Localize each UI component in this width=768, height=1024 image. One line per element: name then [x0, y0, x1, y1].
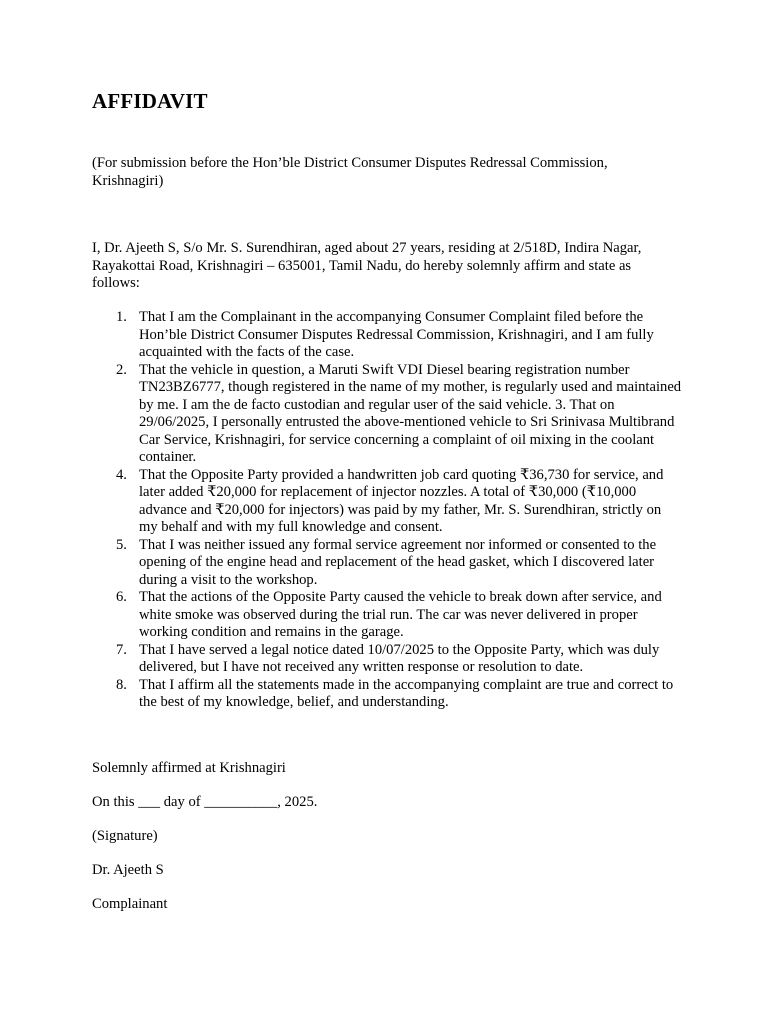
statement-number: 6.	[116, 589, 127, 605]
statement-item	[92, 362, 682, 467]
statement-text: That I was neither issued any formal service agreement nor informed or consented to the opening of the engine head and replacement of the head gasket, which I discovered later during a visit to the workshop.	[139, 536, 657, 588]
statement-item	[92, 537, 682, 590]
statement-number: 4.	[116, 466, 127, 483]
statement-item	[92, 642, 682, 677]
statement-item	[92, 677, 682, 712]
statement-number: 1.	[116, 309, 127, 325]
statement-text: That I have served a legal notice dated 10/07/2025 to the Opposite Party, which was duly delivered, but I have not received any written response or resolution to date.	[139, 641, 660, 675]
statements-list	[92, 309, 682, 712]
statement-text: That the vehicle in question, a Maruti Swift VDI Diesel bearing registration number TN23BZ6777, though registered in the name of my mother, is regularly used and maintained by me. I am the de facto custodian and regular user of the said vehicle. 3. That on 29/06/2025, I personally entrusted the above-mentioned vehicle to Sri Srinivasa Multibrand Car Service, Krishnagiri, for service concerning a complaint of oil mixing in the coolant container.	[139, 361, 682, 465]
statement-number: 8.	[116, 676, 127, 693]
statement-number: 7.	[116, 641, 127, 658]
affirmation-place: Solemnly affirmed at Krishnagiri	[92, 760, 286, 776]
deponent-name: Dr. Ajeeth S	[92, 862, 164, 878]
statement-item	[92, 589, 682, 642]
statement-item	[92, 467, 682, 537]
statement-text: That the Opposite Party provided a handwritten job card quoting ₹36,730 for service, and later added ₹20,000 for replacement of injector nozzles. A total of ₹30,000 (₹10,000 advance and ₹20,000 for injectors) was paid by my father, Mr. S. Surendhiran, strictly on my behalf and with my full knowledge and consent.	[139, 466, 664, 535]
deponent-introduction: I, Dr. Ajeeth S, S/o Mr. S. Surendhiran, aged about 27 years, residing at 2/518D, Indira Nagar, Rayakottai Road, Krishnagiri – 635001, Tamil Nadu, do hereby solemnly affirm and state as follows:	[92, 240, 642, 292]
signature-placeholder: (Signature)	[92, 828, 158, 844]
statement-item	[92, 309, 682, 362]
statement-number: 5.	[116, 536, 127, 553]
submission-note: (For submission before the Hon’ble District Consumer Disputes Redressal Commission, Krishnagiri)	[92, 155, 608, 189]
statement-text: That the actions of the Opposite Party caused the vehicle to break down after service, and white smoke was observed during the trial run. The car was never delivered in proper working condition and remains in the garage.	[139, 589, 662, 640]
document-title: AFFIDAVIT	[92, 89, 208, 113]
affirmation-date-line: On this ___ day of __________, 2025.	[92, 794, 318, 810]
statement-text: That I affirm all the statements made in the accompanying complaint are true and correct to the best of my knowledge, belief, and understanding.	[139, 676, 674, 710]
statement-text: That I am the Complainant in the accompanying Consumer Complaint filed before the Hon’ble District Consumer Disputes Redressal Commission, Krishnagiri, and I am fully acquainted with the facts of the case.	[139, 309, 654, 360]
deponent-role: Complainant	[92, 896, 168, 912]
statement-number: 2.	[116, 361, 127, 378]
